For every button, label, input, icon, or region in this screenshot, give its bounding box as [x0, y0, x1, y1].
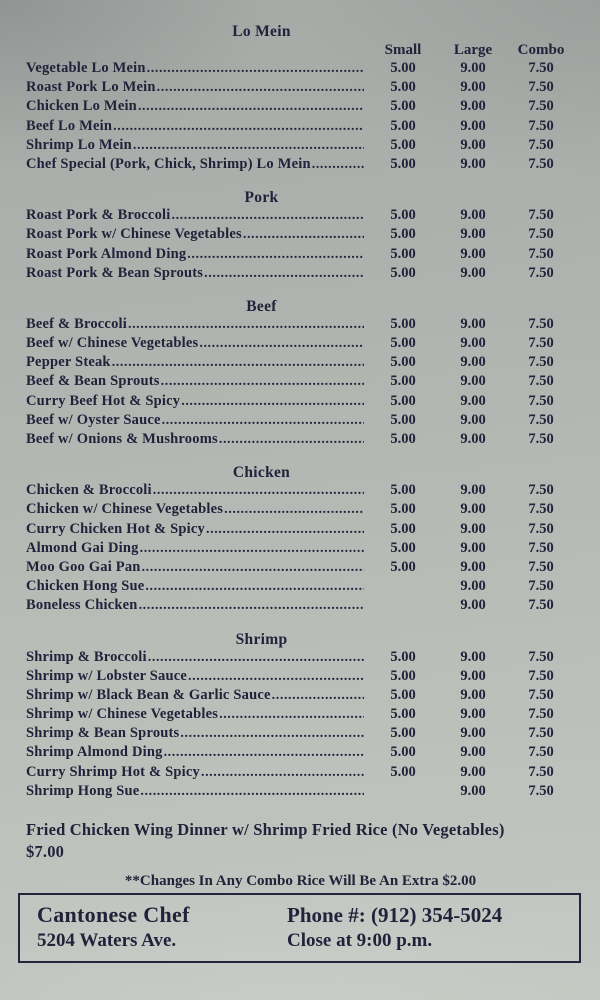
price-combo: 7.50 — [528, 558, 554, 575]
dotted-leader — [133, 137, 364, 154]
price-small: 5.00 — [390, 60, 416, 76]
price-large: 9.00 — [460, 539, 486, 556]
restaurant-hours: Close at 9:00 p.m. — [287, 930, 433, 951]
price-large: 9.00 — [460, 136, 486, 153]
price-combo: 7.50 — [528, 335, 554, 352]
menu-item-row — [26, 501, 575, 520]
price-combo: 7.50 — [528, 725, 554, 742]
price-small: 5.00 — [390, 667, 416, 684]
price-combo: 7.50 — [528, 373, 554, 390]
column-headers — [26, 41, 575, 60]
price-large: 9.00 — [460, 520, 486, 537]
price-large: 9.00 — [460, 155, 486, 172]
menu-item-row — [26, 98, 575, 117]
price-combo: 7.50 — [528, 245, 554, 262]
price-large: 9.00 — [460, 431, 486, 447]
item-name: Chicken & Broccoli — [26, 482, 152, 499]
price-large: 9.00 — [460, 411, 486, 428]
price-large: 9.00 — [460, 207, 486, 224]
dotted-leader — [153, 482, 364, 499]
price-large: 9.00 — [460, 60, 486, 76]
price-combo: 7.50 — [528, 79, 554, 96]
dotted-leader — [112, 354, 364, 371]
price-small: 5.00 — [390, 207, 416, 224]
dotted-leader — [164, 744, 364, 761]
item-name: Curry Beef Hot & Spicy — [26, 392, 181, 409]
price-large: 9.00 — [460, 482, 486, 499]
item-name: Shrimp Hong Sue — [26, 782, 140, 799]
combo-note: **Changes In Any Combo Rice Will Be An Extra $2.00 — [124, 873, 477, 889]
price-small: 5.00 — [390, 706, 416, 723]
price-combo: 7.50 — [528, 744, 554, 761]
price-small: 5.00 — [390, 98, 416, 115]
price-combo: 7.50 — [528, 117, 554, 134]
item-name: Roast Pork & Broccoli — [26, 207, 171, 224]
price-large: 9.00 — [460, 373, 486, 390]
restaurant-name: Cantonese Chef — [37, 902, 190, 927]
dotted-leader — [113, 118, 364, 135]
price-combo: 7.50 — [528, 431, 554, 447]
price-combo: 7.50 — [528, 482, 554, 499]
dotted-leader — [140, 783, 364, 800]
menu-item-row — [26, 783, 575, 802]
item-name: Chicken Hong Sue — [26, 578, 145, 595]
section-title: Beef — [246, 297, 277, 315]
price-small: 5.00 — [390, 315, 416, 332]
price-small: 5.00 — [390, 373, 416, 390]
item-name: Roast Pork Lo Mein — [26, 79, 156, 96]
price-large: 9.00 — [460, 648, 486, 665]
price-large: 9.00 — [460, 335, 486, 352]
dotted-leader — [147, 60, 364, 77]
price-combo: 7.50 — [528, 597, 554, 614]
menu-item-row — [26, 246, 575, 265]
menu-item-row — [26, 725, 575, 744]
price-large: 9.00 — [460, 98, 486, 115]
menu-item-row — [26, 207, 575, 226]
section-rows — [26, 482, 575, 616]
menu-item-row — [26, 373, 575, 392]
dotted-leader — [219, 706, 364, 723]
menu-item-row — [26, 431, 575, 450]
dotted-leader — [139, 597, 364, 614]
section-rows — [26, 649, 575, 803]
item-name: Beef w/ Onions & Mushrooms — [26, 431, 218, 447]
price-small: 5.00 — [390, 763, 416, 780]
menu-section — [26, 297, 575, 450]
price-large: 9.00 — [460, 597, 486, 614]
dotted-leader — [161, 373, 364, 390]
item-name: Curry Chicken Hot & Spicy — [26, 520, 205, 537]
menu-item-row — [26, 335, 575, 354]
col-small: Small — [384, 42, 422, 58]
price-small: 5.00 — [390, 648, 416, 665]
item-name: Shrimp Almond Ding — [26, 744, 163, 761]
price-small: 5.00 — [390, 136, 416, 153]
price-large: 9.00 — [460, 782, 486, 799]
restaurant-address: 5204 Waters Ave. — [37, 930, 177, 951]
item-name: Roast Pork & Bean Sprouts — [26, 264, 204, 281]
dotted-leader — [162, 412, 364, 429]
price-combo: 7.50 — [528, 60, 554, 76]
price-large: 9.00 — [460, 686, 486, 703]
menu-item-row — [26, 137, 575, 156]
item-name: Pepper Steak — [26, 354, 111, 371]
price-small: 5.00 — [390, 335, 416, 352]
section-title: Shrimp — [235, 630, 288, 648]
price-combo: 7.50 — [528, 706, 554, 723]
item-name: Vegetable Lo Mein — [26, 60, 146, 76]
item-name: Shrimp & Bean Sprouts — [26, 725, 180, 742]
item-name: Shrimp w/ Black Bean & Garlic Sauce — [26, 686, 271, 703]
price-large: 9.00 — [460, 578, 486, 595]
menu-item-row — [26, 79, 575, 98]
dotted-leader — [171, 207, 364, 224]
price-small: 5.00 — [390, 501, 416, 518]
menu-item-row — [26, 540, 575, 559]
price-small: 5.00 — [390, 155, 416, 172]
price-large: 9.00 — [460, 501, 486, 518]
menu-item-row — [26, 578, 575, 597]
menu-item-row — [26, 521, 575, 540]
price-combo: 7.50 — [528, 136, 554, 153]
price-small: 5.00 — [390, 539, 416, 556]
price-combo: 7.50 — [528, 264, 554, 281]
menu-item-row — [26, 482, 575, 501]
item-name: Almond Gai Ding — [26, 539, 139, 556]
price-large: 9.00 — [460, 315, 486, 332]
price-combo: 7.50 — [528, 501, 554, 518]
price-large: 9.00 — [460, 226, 486, 243]
price-combo: 7.50 — [528, 763, 554, 780]
menu-item-row — [26, 265, 575, 284]
dotted-leader — [128, 316, 364, 333]
dotted-leader — [148, 649, 364, 666]
dotted-leader — [224, 501, 364, 518]
menu-item-row — [26, 687, 575, 706]
price-large: 9.00 — [460, 354, 486, 371]
price-small: 5.00 — [390, 431, 416, 447]
section-title: Chicken — [232, 464, 291, 482]
menu-section — [26, 630, 575, 803]
dotted-leader — [206, 521, 364, 538]
item-name: Boneless Chicken — [26, 597, 138, 614]
item-name: Chicken w/ Chinese Vegetables — [26, 501, 224, 518]
dotted-leader — [140, 540, 364, 557]
item-name: Shrimp w/ Lobster Sauce — [26, 667, 188, 684]
restaurant-phone: Phone #: (912) 354-5024 — [287, 903, 503, 927]
price-small: 5.00 — [390, 264, 416, 281]
menu-item-row — [26, 118, 575, 137]
price-small: 5.00 — [390, 520, 416, 537]
dotted-leader — [204, 265, 364, 282]
price-large: 9.00 — [460, 117, 486, 134]
dotted-leader — [142, 559, 364, 576]
menu-item-row — [26, 393, 575, 412]
price-large: 9.00 — [460, 264, 486, 281]
dotted-leader — [180, 725, 364, 742]
restaurant-info-left — [37, 902, 287, 953]
price-small: 5.00 — [390, 482, 416, 499]
price-combo: 7.50 — [528, 155, 554, 172]
menu-item-row — [26, 412, 575, 431]
price-small: 5.00 — [390, 79, 416, 96]
col-combo: Combo — [517, 42, 565, 58]
dotted-leader — [201, 764, 364, 781]
menu-item-row — [26, 156, 575, 175]
price-large: 9.00 — [460, 667, 486, 684]
price-combo: 7.50 — [528, 782, 554, 799]
menu-item-row — [26, 668, 575, 687]
menu-section — [26, 463, 575, 616]
price-combo: 7.50 — [528, 667, 554, 684]
price-combo: 7.50 — [528, 226, 554, 243]
price-large: 9.00 — [460, 744, 486, 761]
menu-item-row — [26, 226, 575, 245]
menu-section — [26, 22, 575, 175]
dotted-leader — [157, 79, 364, 96]
col-large: Large — [453, 42, 493, 58]
item-name: Beef & Broccoli — [26, 315, 127, 332]
item-name: Chicken Lo Mein — [26, 98, 137, 115]
price-small: 5.00 — [390, 411, 416, 428]
price-large: 9.00 — [460, 725, 486, 742]
price-large: 9.00 — [460, 245, 486, 262]
item-name: Curry Shrimp Hot & Spicy — [26, 763, 200, 780]
price-small: 5.00 — [390, 686, 416, 703]
dotted-leader — [312, 156, 364, 173]
price-combo: 7.50 — [528, 392, 554, 409]
price-combo: 7.50 — [528, 520, 554, 537]
price-small: 5.00 — [390, 245, 416, 262]
dotted-leader — [181, 393, 364, 410]
price-small: 5.00 — [390, 744, 416, 761]
dotted-leader — [188, 668, 364, 685]
price-small: 5.00 — [390, 392, 416, 409]
dotted-leader — [243, 226, 364, 243]
dotted-leader — [187, 246, 364, 263]
item-name: Moo Goo Gai Pan — [26, 558, 141, 575]
price-large: 9.00 — [460, 706, 486, 723]
section-title: Lo Mein — [232, 23, 291, 40]
price-combo: 7.50 — [528, 411, 554, 428]
dotted-leader — [219, 431, 364, 448]
special-dinner — [26, 819, 575, 863]
section-rows — [26, 316, 575, 450]
price-small: 5.00 — [390, 226, 416, 243]
item-name: Roast Pork Almond Ding — [26, 245, 187, 262]
menu-sections — [26, 22, 575, 802]
menu-item-row — [26, 649, 575, 668]
menu-item-row — [26, 316, 575, 335]
price-combo: 7.50 — [528, 98, 554, 115]
menu-item-row — [26, 597, 575, 616]
price-large: 9.00 — [460, 558, 486, 575]
menu-item-row — [26, 706, 575, 725]
dotted-leader — [272, 687, 364, 704]
item-name: Shrimp w/ Chinese Vegetables — [26, 706, 219, 723]
special-dinner-price: $7.00 — [26, 842, 65, 861]
dotted-leader — [199, 335, 364, 352]
section-title: Pork — [244, 189, 279, 207]
item-name: Beef w/ Oyster Sauce — [26, 411, 161, 428]
price-small: 5.00 — [390, 354, 416, 371]
menu-item-row — [26, 744, 575, 763]
price-small: 5.00 — [390, 725, 416, 742]
price-small: 5.00 — [390, 117, 416, 134]
special-dinner-line: Fried Chicken Wing Dinner w/ Shrimp Fried Rice (No Vegetables) — [26, 820, 505, 839]
item-name: Beef & Bean Sprouts — [26, 373, 160, 390]
item-name: Beef w/ Chinese Vegetables — [26, 335, 199, 352]
menu-item-row — [26, 559, 575, 578]
price-combo: 7.50 — [528, 354, 554, 371]
item-name: Roast Pork w/ Chinese Vegetables — [26, 226, 242, 243]
price-large: 9.00 — [460, 392, 486, 409]
price-small: 5.00 — [390, 558, 416, 575]
menu-item-row — [26, 60, 575, 79]
price-combo: 7.50 — [528, 648, 554, 665]
price-large: 9.00 — [460, 763, 486, 780]
item-name: Shrimp Lo Mein — [26, 136, 132, 153]
dotted-leader — [138, 98, 364, 115]
menu-item-row — [26, 354, 575, 373]
item-name: Shrimp & Broccoli — [26, 648, 147, 665]
item-name: Beef Lo Mein — [26, 117, 113, 134]
price-combo: 7.50 — [528, 686, 554, 703]
section-rows — [26, 207, 575, 284]
menu-item-row — [26, 764, 575, 783]
price-combo: 7.50 — [528, 578, 554, 595]
price-large: 9.00 — [460, 79, 486, 96]
section-rows — [26, 60, 575, 175]
menu-section — [26, 188, 575, 284]
restaurant-info-box — [18, 893, 581, 963]
price-combo: 7.50 — [528, 315, 554, 332]
price-combo: 7.50 — [528, 539, 554, 556]
price-combo: 7.50 — [528, 207, 554, 224]
dotted-leader — [145, 578, 364, 595]
restaurant-info-right — [287, 903, 502, 953]
item-name: Chef Special (Pork, Chick, Shrimp) Lo Mein — [26, 155, 311, 172]
